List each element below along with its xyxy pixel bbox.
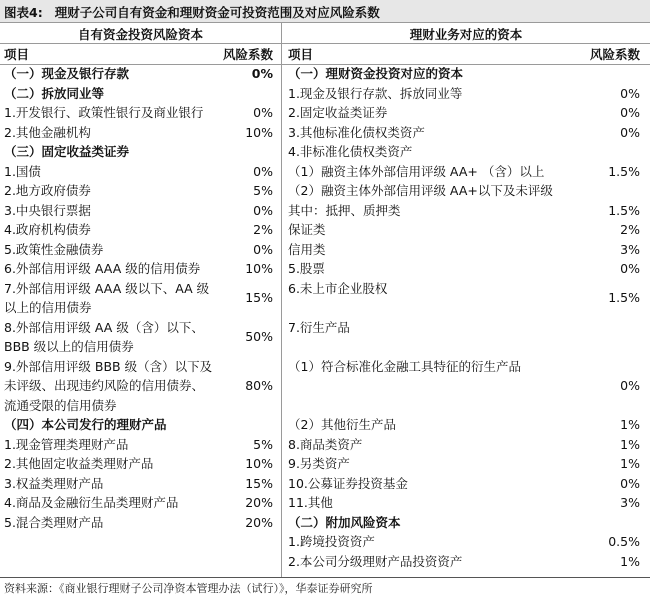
row-label: 1.开发银行、政策性银行及商业银行: [4, 105, 204, 120]
row-coefficient: 0.5%: [608, 534, 640, 549]
right-section-title: 理财业务对应的资本: [409, 27, 523, 42]
row-label: 信用类: [288, 241, 326, 257]
row-label: （一）理财资金投资对应的资本: [288, 66, 464, 81]
row-label: 流通受限的信用债券: [4, 397, 117, 413]
row-label: 4.商品及金融衍生品类理财产品: [4, 495, 179, 510]
row-label: 2.地方政府债券: [4, 183, 91, 198]
row-label: 1.跨境投资资产: [288, 534, 375, 549]
table-row: [0, 474, 281, 494]
row-label: 5.混合类理财产品: [4, 514, 104, 530]
table-row: [0, 259, 281, 279]
row-label: 10.公募证券投资基金: [288, 475, 408, 491]
table-row: [282, 474, 650, 494]
table-row: [282, 240, 650, 260]
row-coefficient: 1.5%: [608, 163, 640, 179]
table-row: [0, 318, 281, 357]
table-row: [282, 435, 650, 455]
table-row: [0, 103, 281, 123]
row-coefficient: 3%: [620, 495, 640, 510]
table-row: [282, 415, 650, 435]
row-coefficient: 0%: [251, 66, 273, 81]
row-coefficient: 50%: [245, 329, 273, 345]
row-label: 2.本公司分级理财产品投资资产: [288, 553, 463, 569]
table-row: [282, 201, 650, 221]
table-row: [0, 181, 281, 201]
row-coefficient: 20%: [245, 514, 273, 530]
table-row: [0, 162, 281, 182]
row-label: （1）融资主体外部信用评级 AA+ （含）以上: [288, 163, 545, 179]
right-header-row: [282, 45, 650, 64]
row-coefficient: 1%: [620, 553, 640, 569]
row-coefficient: 15%: [245, 290, 273, 306]
row-label: 保证类: [288, 222, 326, 237]
row-coefficient: 0%: [253, 163, 273, 179]
table-row: [282, 532, 650, 552]
row-coefficient: 10%: [245, 261, 273, 276]
table-row: [0, 84, 281, 104]
table-row: [282, 513, 650, 533]
table-row: [282, 318, 650, 357]
table-row: [0, 513, 281, 533]
row-coefficient: 1.5%: [608, 290, 640, 306]
row-coefficient: 1%: [620, 436, 640, 452]
figure-number: 图表4:: [4, 5, 43, 20]
row-coefficient: 0%: [620, 378, 640, 393]
table-row: [282, 259, 650, 279]
row-coefficient: 0%: [253, 202, 273, 218]
row-coefficient: 20%: [245, 495, 273, 510]
row-label: 2.固定收益类证券: [288, 105, 388, 120]
table-row: [0, 142, 281, 162]
row-label: 3.中央银行票据: [4, 202, 91, 218]
row-label: 6.外部信用评级 AAA 级的信用债券: [4, 261, 201, 276]
row-label: 3.其他标准化债权类资产: [288, 124, 425, 140]
row-label: 未评级、出现违约风险的信用债券、: [4, 378, 205, 393]
table-row: [282, 162, 650, 182]
left-section-rule: [0, 43, 281, 44]
row-coefficient: 0%: [253, 105, 273, 120]
row-label: 5.政策性金融债券: [4, 241, 104, 257]
row-coefficient: 10%: [245, 124, 273, 140]
row-label: 11.其他: [288, 495, 333, 510]
row-label: 其中：抵押、质押类: [288, 202, 401, 218]
table-row: [0, 123, 281, 143]
row-label: 9.外部信用评级 BBB 级（含）以下及: [4, 358, 213, 374]
row-coefficient: 0%: [620, 85, 640, 101]
table-row: [282, 220, 650, 240]
row-label: 2.其他金融机构: [4, 124, 91, 140]
row-coefficient: 1%: [620, 456, 640, 471]
right-section-rule: [282, 43, 650, 44]
row-coefficient: 1%: [620, 417, 640, 432]
right-header-item: 项目: [288, 47, 314, 62]
right-header-coef: 风险系数: [589, 47, 640, 62]
row-coefficient: 10%: [245, 456, 273, 471]
table-row: [0, 493, 281, 513]
row-label: （四）本公司发行的理财产品: [4, 417, 167, 432]
row-label: 2.其他固定收益类理财产品: [4, 456, 154, 471]
row-label: BBB 级以上的信用债券: [4, 339, 134, 354]
row-coefficient: 0%: [620, 124, 640, 140]
table-title-bar: [0, 0, 650, 23]
row-coefficient: 0%: [253, 241, 273, 257]
row-label: 6.未上市企业股权: [288, 280, 388, 296]
table-row: [0, 279, 281, 318]
table-row: [0, 415, 281, 435]
row-label: （2）其他衍生产品: [288, 417, 396, 432]
table-row: [282, 64, 650, 84]
table-row: [282, 552, 650, 572]
row-label: 7.外部信用评级 AAA 级以下、AA 级: [4, 280, 210, 296]
row-coefficient: 5%: [253, 183, 273, 198]
left-header-item: 项目: [4, 47, 30, 62]
row-label: 4.非标准化债权类资产: [288, 144, 413, 159]
row-label: （二）附加风险资本: [288, 514, 401, 530]
table-row: [0, 64, 281, 84]
table-row: [0, 357, 281, 416]
bottom-rule: [0, 577, 650, 578]
row-coefficient: 2%: [253, 222, 273, 237]
table-row: [282, 84, 650, 104]
row-label: 4.政府机构债券: [4, 222, 91, 237]
left-header-coef: 风险系数: [222, 47, 273, 62]
table-row: [282, 142, 650, 162]
table-row: [282, 493, 650, 513]
row-coefficient: 0%: [620, 475, 640, 491]
left-section-title: 自有资金投资风险资本: [77, 27, 203, 42]
table-row: [0, 220, 281, 240]
table-row: [0, 454, 281, 474]
table-row: [282, 454, 650, 474]
row-label: （一）现金及银行存款: [4, 66, 130, 81]
row-coefficient: 80%: [245, 378, 273, 393]
row-coefficient: 1.5%: [608, 202, 640, 218]
table-row: [282, 357, 650, 416]
row-label: 1.现金管理类理财产品: [4, 436, 129, 452]
row-label: 5.股票: [288, 261, 325, 276]
table-row: [282, 123, 650, 143]
source-note: 资料来源：《商业银行理财子公司净资本管理办法（试行）》，华泰证券研究所: [4, 582, 373, 595]
row-label: 1.国债: [4, 163, 41, 179]
table-title: [4, 3, 380, 21]
row-label: 3.权益类理财产品: [4, 475, 104, 491]
table-row: [282, 279, 650, 318]
table-row: [0, 435, 281, 455]
row-coefficient: 2%: [620, 222, 640, 237]
row-label: （1）符合标准化金融工具特征的衍生产品: [288, 358, 521, 374]
table-row: [0, 201, 281, 221]
row-label: 9.另类资产: [288, 456, 350, 471]
row-coefficient: 15%: [245, 475, 273, 491]
left-header-row: [0, 45, 281, 64]
row-label: 8.商品类资产: [288, 436, 363, 452]
row-coefficient: 0%: [620, 105, 640, 120]
row-label: 8.外部信用评级 AA 级（含）以下、: [4, 319, 204, 335]
figure-title: 理财子公司自有资金和理财资金可投资范围及对应风险系数: [54, 5, 380, 20]
row-coefficient: 0%: [620, 261, 640, 276]
row-coefficient: 5%: [253, 436, 273, 452]
row-coefficient: 3%: [620, 241, 640, 257]
table-row: [0, 240, 281, 260]
row-label: 7.衍生产品: [288, 319, 350, 335]
row-label: （2）融资主体外部信用评级 AA+以下及未评级: [288, 183, 553, 198]
row-label: （三）固定收益类证券: [4, 144, 130, 159]
row-label: 以上的信用债券: [4, 300, 92, 315]
table-row: [282, 181, 650, 201]
row-label: 1.现金及银行存款、拆放同业等: [288, 85, 463, 101]
row-label: （二）拆放同业等: [4, 85, 105, 101]
table-row: [282, 103, 650, 123]
